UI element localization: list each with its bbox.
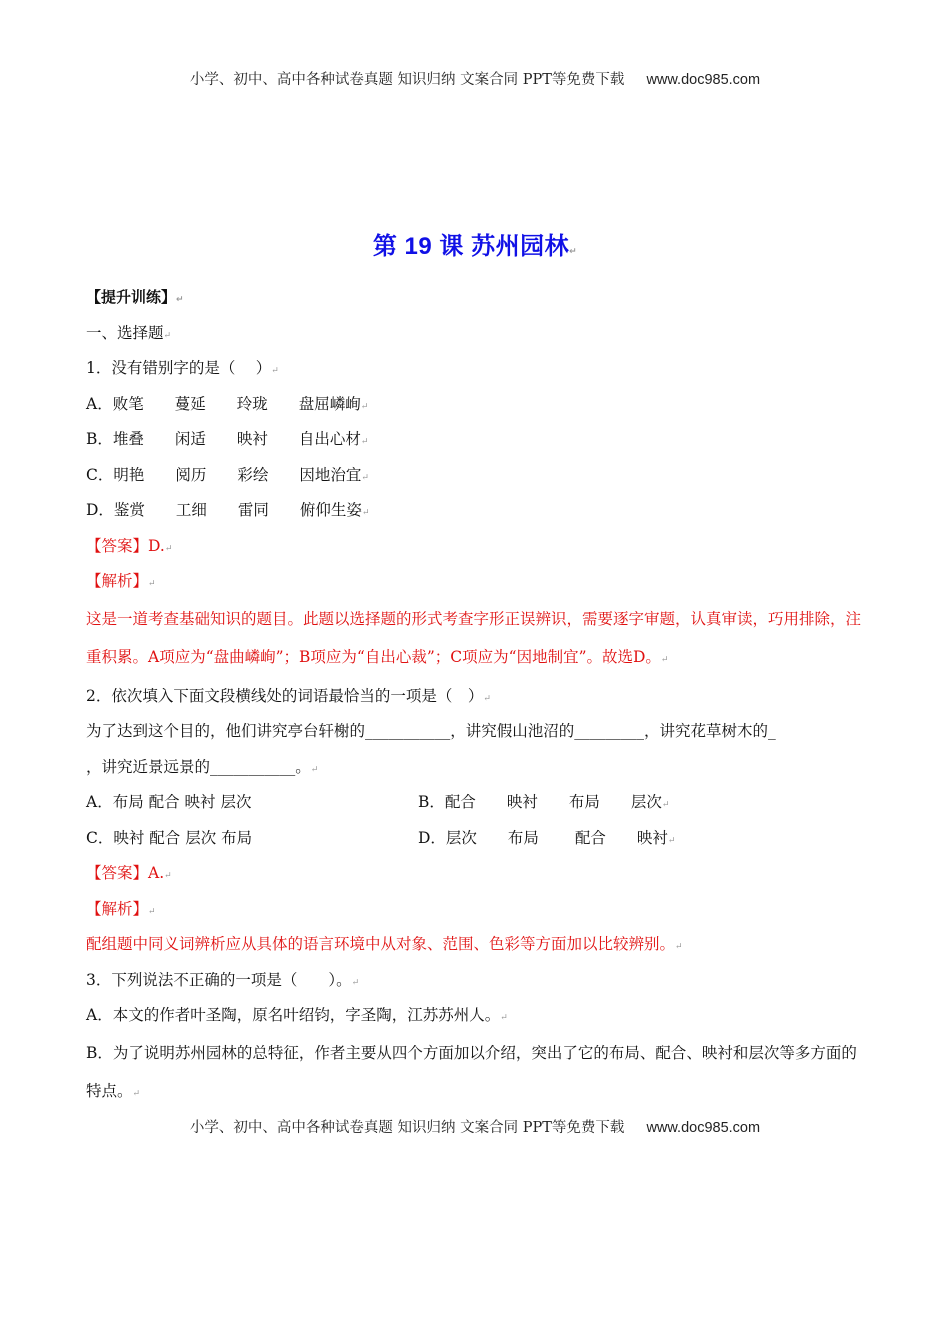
- paragraph-mark: ↵: [271, 366, 279, 376]
- q1-answer-text: 【答案】D.: [86, 536, 165, 555]
- paragraph-mark: ↵: [176, 294, 184, 304]
- q3-option-b-text: B．为了说明苏州园林的总特征，作者主要从四个方面加以介绍，突出了它的布局、配合、映衬和层次等多方面的特点。: [86, 1043, 857, 1100]
- paragraph-mark: ↵: [661, 800, 670, 810]
- paragraph-mark: ↵: [148, 906, 156, 917]
- q2-passage-text-2: ，讲究近景远景的___________。: [86, 757, 311, 776]
- paragraph-mark: ↵: [483, 693, 491, 704]
- q1-stem-text: 1．没有错别字的是（ ）: [86, 359, 272, 377]
- q2-analysis: [86, 927, 876, 963]
- paragraph-mark: ↵: [500, 1013, 508, 1023]
- q3-option-b: [86, 1034, 861, 1113]
- title-text: 第 19 课 苏州园林: [372, 233, 570, 260]
- q1-option-d: [86, 493, 876, 529]
- q1-option-a: [86, 387, 876, 423]
- q1-option-b: [86, 422, 876, 458]
- paragraph-mark: ↵: [361, 472, 369, 483]
- section-heading: [86, 280, 876, 316]
- q1-analysis: [86, 600, 861, 679]
- q2-options-row-1: [86, 785, 876, 821]
- part-heading: [86, 316, 876, 352]
- section-label: 【提升训练】: [86, 289, 177, 306]
- page-footer: [0, 1116, 950, 1137]
- q3-option-a-text: A．本文的作者叶圣陶，原名叶绍钧，字圣陶，江苏苏州人。: [86, 1006, 501, 1024]
- q2-analysis-label-text: 【解析】: [86, 899, 149, 918]
- q3-stem-text: 3．下列说法不正确的一项是（ ）。: [86, 970, 352, 989]
- paragraph-mark: ↵: [660, 654, 669, 665]
- question-1-stem: [86, 351, 876, 387]
- q2-analysis-text: 配组题中同义词辨析应从具体的语言环境中从对象、范围、色彩等方面加以比较辨别。: [86, 935, 676, 953]
- paragraph-mark: ↵: [360, 437, 369, 447]
- q2-passage-line-2: [86, 750, 876, 786]
- q1-option-d-text: D．鉴赏 工细 雷同 俯仰生姿: [86, 501, 362, 519]
- document-body: [86, 280, 876, 1113]
- q2-stem-text: 2．依次填入下面文段横线处的词语最恰当的一项是（ ）: [86, 686, 484, 705]
- part-label: 一、选择题: [86, 323, 164, 342]
- header-text: 小学、初中、高中各种试卷真题 知识归纳 文案合同 PPT等免费下载: [189, 72, 625, 88]
- paragraph-mark: ↵: [675, 942, 683, 952]
- footer-site[interactable]: www.doc985.com: [646, 1120, 761, 1136]
- q2-answer-text: 【答案】A.: [86, 864, 165, 882]
- paragraph-mark: ↵: [163, 330, 172, 341]
- paragraph-mark: ↵: [164, 543, 173, 554]
- q2-option-d: D．层次 布局 配合 映衬: [418, 828, 668, 847]
- question-2-stem: [86, 679, 876, 715]
- q2-passage-line-1: [86, 714, 876, 750]
- q2-option-c: C．映衬 配合 层次 布局: [86, 828, 253, 847]
- q2-options-row-2: [86, 821, 876, 857]
- paragraph-mark: ↵: [360, 401, 369, 412]
- paragraph-mark: ↵: [351, 977, 360, 988]
- paragraph-mark: ↵: [310, 764, 319, 775]
- q2-analysis-label: [86, 892, 876, 928]
- page-title: [0, 226, 950, 261]
- q1-option-c: [86, 458, 876, 494]
- footer-text: 小学、初中、高中各种试卷真题 知识归纳 文案合同 PPT等免费下载: [189, 1120, 625, 1136]
- q2-option-b: B．配合 映衬 布局 层次: [418, 793, 662, 811]
- paragraph-mark: ↵: [361, 508, 370, 518]
- paragraph-mark: ↵: [164, 871, 172, 881]
- q1-analysis-label: [86, 564, 876, 600]
- q1-analysis-label-text: 【解析】: [86, 572, 149, 590]
- q1-answer: [86, 529, 876, 565]
- paragraph-mark: ↵: [132, 1088, 141, 1099]
- header-site[interactable]: www.doc985.com: [646, 72, 761, 88]
- question-3-stem: [86, 963, 876, 999]
- q2-option-a: A．布局 配合 映衬 层次: [86, 793, 252, 811]
- q1-option-c-text: C．明艳 阅历 彩绘 因地治宜: [86, 465, 362, 484]
- q1-analysis-text: 这是一道考查基础知识的题目。此题以选择题的形式考查字形正误辨识，需要逐字审题，认真审读，巧用排除，注重积累。A项应为“盘曲嶙峋”；B项应为“自出心裁”；C项应为“因地制宜”。故选D。: [86, 609, 862, 666]
- q1-option-b-text: B．堆叠 闲适 映衬 自出心材: [86, 430, 361, 448]
- paragraph-mark: ↵: [148, 579, 156, 589]
- q3-option-a: [86, 998, 876, 1034]
- q2-passage-text-1: 为了达到这个目的，他们讲究亭台轩榭的___________，讲究假山池沼的_________，讲究花草树木的_: [86, 722, 776, 740]
- q2-answer: [86, 856, 876, 892]
- q1-option-a-text: A．败笔 蔓延 玲珑 盘屈嶙峋: [86, 394, 361, 413]
- paragraph-mark: ↵: [569, 246, 578, 256]
- page-header: [0, 68, 950, 89]
- paragraph-mark: ↵: [667, 835, 676, 846]
